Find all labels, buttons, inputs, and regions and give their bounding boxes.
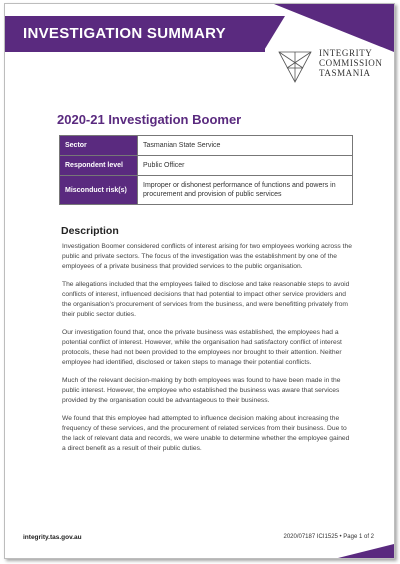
table-key-respondent-level: Respondent level <box>60 156 138 176</box>
description-paragraph-4: Much of the relevant decision-making by both employees was found to have been made in the public interest. However, the employee who established the business was aware that services provided by the organisation could be advantageous to their business. <box>62 377 341 404</box>
logo-text-line3: TASMANIA <box>319 68 371 78</box>
description-paragraph-3: Our investigation found that, once the private business was established, the employees had a potential conflict of interest. However, while the organisation had satisfactory conflict of interest protocols, these had not been provided to the employees nor brought to their attention. Neither employee had identified, disclosed or taken steps to manage their potential conflicts. <box>62 329 342 366</box>
triangular-star-logo-icon <box>275 46 315 86</box>
document-title: 2020-21 Investigation Boomer <box>57 112 242 127</box>
table-value-sector: Tasmanian State Service <box>138 136 353 156</box>
table-value-respondent-level: Public Officer <box>138 156 353 176</box>
logo-text-line2: COMMISSION <box>319 58 383 68</box>
table-row <box>60 176 353 205</box>
document-page <box>4 3 395 559</box>
table-key-sector: Sector <box>60 136 138 156</box>
footer-reference: 2020/07187 ICI1525 • Page 1 of 2 <box>283 534 374 540</box>
description-heading: Description <box>61 225 119 237</box>
description-paragraph-1: Investigation Boomer considered conflicts of interest arising for two employees working across the public and private sectors. The focus of the investigation was the establishment by one of the employees of a private business that provided services to the public organisation. <box>62 243 352 270</box>
commission-logo <box>273 44 393 90</box>
table-row <box>60 136 353 156</box>
table-value-misconduct-risks: Improper or dishonest performance of functions and powers in procurement and provision of public services <box>138 176 353 205</box>
table-row <box>60 156 353 176</box>
summary-info-table <box>59 135 353 205</box>
description-paragraph-2: The allegations included that the employees failed to disclose and take reasonable steps to avoid conflicts of interest, influenced decisions that had potential to impact other service providers and the organisation's procurement of services from the business, and were benefitting privately from their public sector duties. <box>62 281 350 318</box>
description-paragraph-5: We found that this employee had attempted to influence decision making about increasing the frequency of these services, and the procurement of related services from their business. Due to the lack of relevant data and records, we were unable to determine whether the employee gained a direct benefit as a result of their public duties. <box>62 415 350 452</box>
header-title: INVESTIGATION SUMMARY <box>23 25 226 42</box>
logo-text-line1: INTEGRITY <box>319 48 373 58</box>
description-body <box>62 242 352 462</box>
footer-website-link[interactable]: integrity.tas.gov.au <box>23 534 82 541</box>
table-key-misconduct-risks: Misconduct risk(s) <box>60 176 138 205</box>
corner-decoration-bottom <box>338 544 394 558</box>
